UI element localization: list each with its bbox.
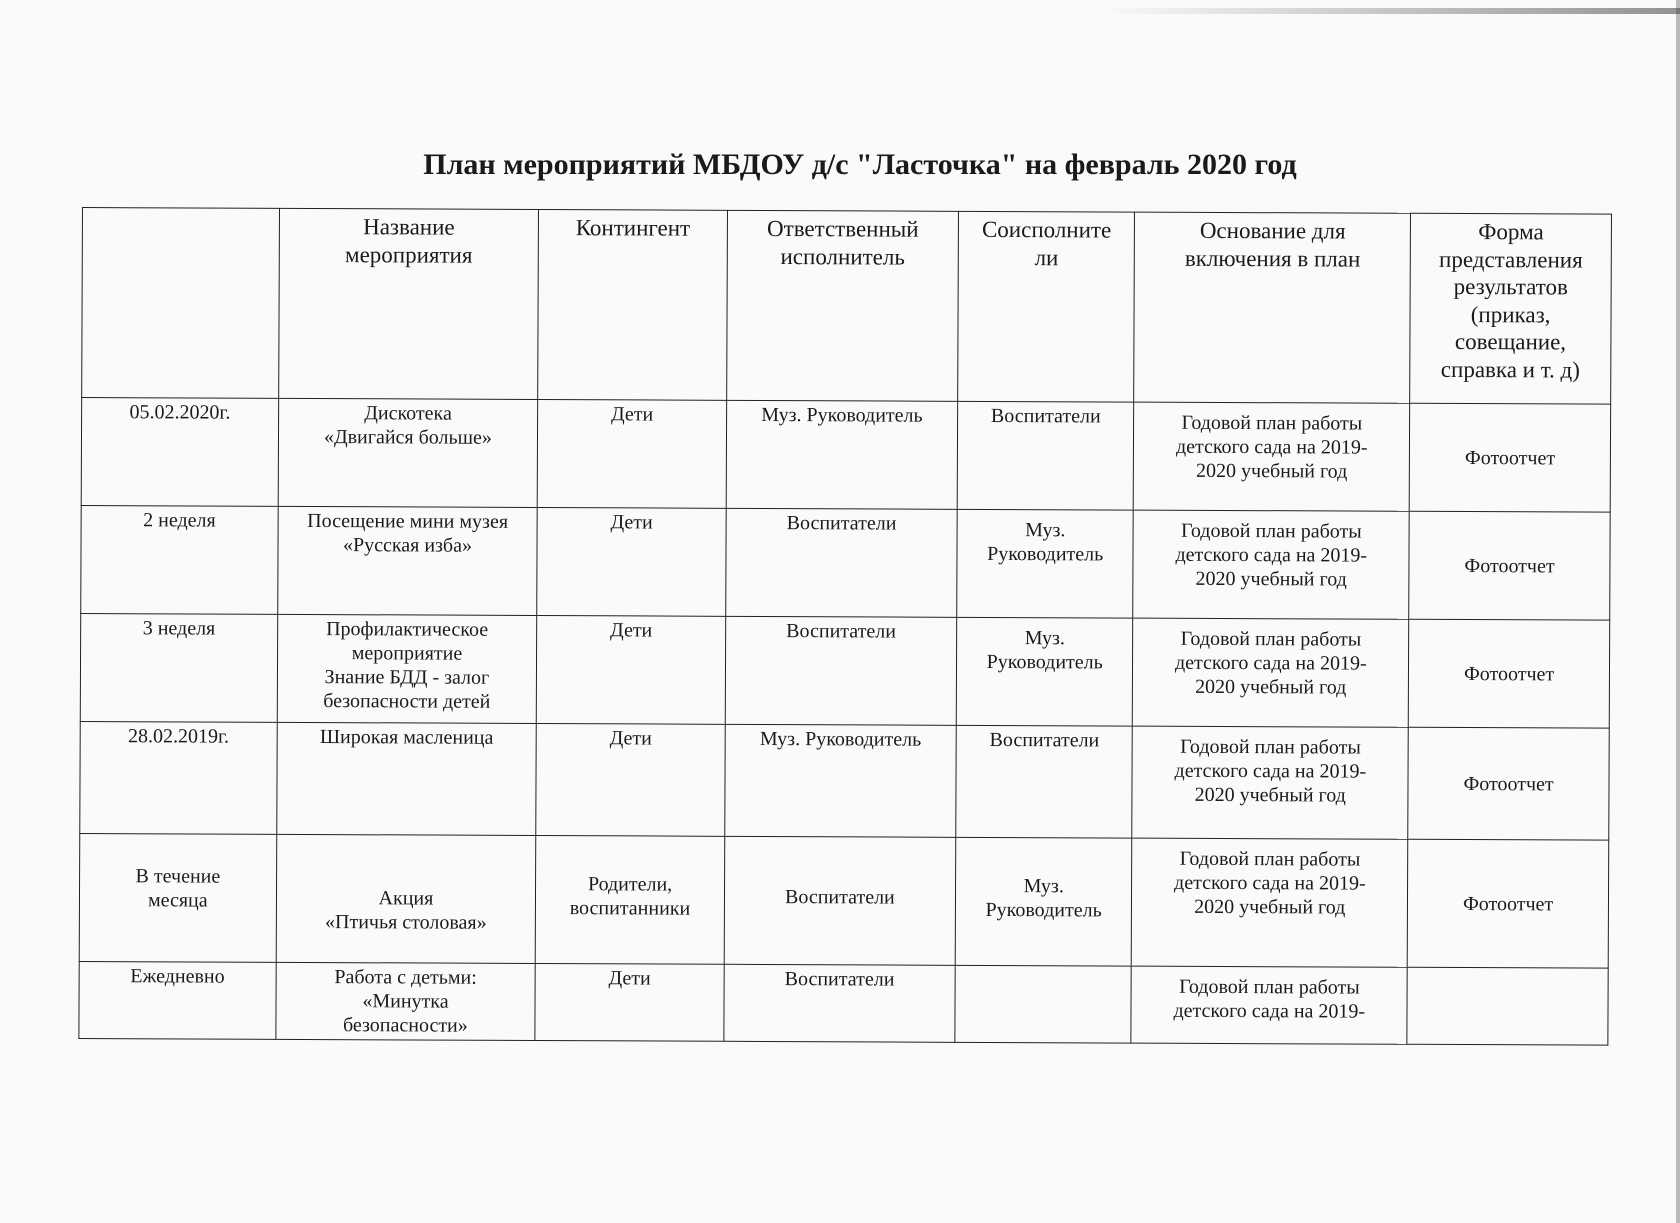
cell-line: Знание БДД - залог	[324, 666, 490, 689]
header-event-name	[278, 208, 538, 399]
table-row	[81, 398, 1610, 513]
cell-line: Фотоотчет	[1463, 772, 1554, 795]
cell-basis	[1133, 618, 1409, 727]
cell-contingent	[535, 835, 724, 964]
cell-responsible	[724, 964, 956, 1042]
cell-line: Годовой план работы	[1181, 519, 1362, 543]
cell-line: Посещение мини музея	[307, 509, 509, 533]
cell-line: Воспитатели	[784, 885, 895, 909]
cell-basis	[1132, 838, 1408, 967]
scan-edge-shadow	[1100, 8, 1680, 14]
cell-date	[80, 721, 277, 834]
cell-line: Широкая масленица	[319, 726, 494, 749]
cell-line	[962, 968, 1125, 969]
cell-line: справка и т. д)	[1440, 356, 1581, 383]
cell-line: совещание,	[1454, 329, 1567, 355]
cell-line: Контингент	[575, 215, 691, 241]
cell-coexecutors	[956, 617, 1133, 726]
cell-line: Годовой план работы	[1179, 847, 1361, 871]
cell-line: Фотоотчет	[1462, 892, 1554, 915]
cell-responsible	[726, 508, 958, 617]
cell-line: Годовой план работы	[1179, 975, 1360, 999]
cell-line: Муз. Руководитель	[759, 727, 922, 751]
cell-contingent	[536, 723, 725, 836]
cell-line: Воспитатели	[990, 404, 1101, 428]
cell-basis	[1134, 402, 1410, 511]
cell-date	[79, 961, 276, 1039]
cell-line: мероприятия	[345, 241, 473, 268]
cell-line: «Двигайся больше»	[323, 426, 492, 449]
cell-line: 2020 учебный год	[1195, 459, 1348, 483]
cell-line: включения в план	[1184, 245, 1361, 272]
cell-line: 2020 учебный год	[1194, 783, 1346, 807]
cell-line: Годовой план работы	[1180, 627, 1362, 651]
cell-line: Муз.	[1024, 627, 1065, 650]
cell-line: Форма	[1478, 219, 1544, 245]
cell-line: детского сада на 2019-	[1174, 759, 1367, 783]
events-plan-table	[78, 207, 1612, 1046]
cell-line: Воспитатели	[989, 728, 1100, 752]
cell-event-name	[277, 614, 537, 723]
cell-line: Муз. Руководитель	[761, 403, 923, 427]
cell-date	[81, 398, 278, 507]
cell-line: детского сада на 2019-	[1175, 435, 1368, 459]
cell-event-name	[278, 398, 538, 507]
cell-responsible	[725, 616, 957, 725]
cell-line: Фотоотчет	[1464, 446, 1556, 469]
cell-result-form	[1409, 403, 1610, 512]
cell-line: месяца	[147, 888, 208, 912]
cell-line: воспитанники	[569, 896, 691, 920]
cell-coexecutors	[957, 509, 1134, 618]
cell-responsible	[724, 836, 956, 965]
cell-coexecutors	[957, 401, 1134, 510]
cell-line: В течение	[135, 864, 221, 888]
cell-contingent	[537, 399, 726, 508]
cell-basis	[1133, 510, 1409, 619]
cell-line: Годовой план работы	[1181, 411, 1363, 435]
cell-line: Фотоотчет	[1464, 554, 1555, 577]
cell-line: «Минутка	[362, 990, 449, 1013]
cell-line: 05.02.2020г.	[129, 401, 231, 424]
header-date	[82, 208, 280, 399]
table-row	[79, 961, 1608, 1045]
cell-basis	[1131, 966, 1407, 1044]
cell-line: Годовой план работы	[1180, 735, 1361, 759]
cell-date	[80, 613, 277, 722]
cell-responsible	[725, 724, 957, 837]
cell-line: безопасности детей	[323, 690, 491, 713]
cell-line: Руководитель	[986, 650, 1103, 674]
header-contingent	[538, 209, 727, 400]
cell-line: Название	[363, 214, 455, 240]
cell-line: 2 неделя	[143, 509, 216, 532]
cell-line: Родители,	[587, 872, 673, 896]
cell-line: Воспитатели	[786, 512, 897, 535]
cell-contingent	[537, 615, 726, 724]
cell-line: Воспитатели	[784, 968, 895, 991]
cell-line: Дети	[608, 967, 651, 990]
document-title: План мероприятий МБДОУ д/с "Ласточка" на февраль 2020 год	[423, 148, 1297, 182]
cell-line: Воспитатели	[786, 620, 897, 643]
cell-event-name	[276, 722, 536, 835]
header-coexecutors	[958, 211, 1135, 402]
cell-event-name	[277, 506, 537, 615]
cell-line: результатов	[1453, 274, 1568, 300]
cell-line: мероприятие	[351, 642, 463, 665]
cell-line: детского сада на 2019-	[1174, 871, 1366, 895]
header-responsible	[726, 210, 958, 401]
cell-line: 2020 учебный год	[1194, 895, 1346, 919]
cell-line: «Птичья столовая»	[325, 910, 487, 934]
cell-line: 2020 учебный год	[1195, 567, 1347, 591]
cell-line: 3 неделя	[142, 617, 216, 640]
cell-line: ли	[1034, 244, 1059, 270]
table-row	[79, 833, 1609, 968]
cell-result-form	[1408, 619, 1609, 728]
cell-coexecutors	[955, 837, 1132, 966]
cell-result-form	[1408, 727, 1609, 840]
cell-line: детского сада на 2019-	[1173, 999, 1366, 1023]
cell-line: 2020 учебный год	[1195, 675, 1347, 699]
cell-line: представления	[1439, 246, 1583, 273]
cell-contingent	[535, 963, 724, 1041]
header-result-form	[1410, 213, 1612, 404]
cell-line: Муз.	[1023, 874, 1064, 897]
header-basis	[1134, 212, 1411, 403]
cell-coexecutors	[956, 725, 1133, 838]
cell-line: исполнитель	[780, 243, 905, 270]
cell-line: Дети	[609, 727, 652, 750]
cell-line: Руководитель	[985, 898, 1102, 921]
cell-result-form	[1407, 839, 1608, 968]
cell-date	[81, 505, 278, 614]
cell-line: Дискотека	[364, 402, 452, 425]
cell-line: Руководитель	[987, 542, 1104, 566]
cell-line	[1414, 1006, 1602, 1007]
table-row	[80, 721, 1609, 840]
cell-line: Профилактическое	[326, 618, 489, 641]
cell-line: Дети	[610, 619, 653, 642]
cell-line: «Русская изба»	[342, 534, 473, 557]
cell-line: детского сада на 2019-	[1175, 543, 1368, 567]
table-row	[81, 505, 1610, 620]
cell-line: детского сада на 2019-	[1174, 651, 1367, 675]
cell-line: Ответственный	[767, 215, 919, 242]
scan-edge-shadow-right	[1676, 0, 1680, 1223]
cell-responsible	[726, 400, 958, 509]
cell-line: Работа с детьми:	[334, 966, 477, 989]
cell-line: Дети	[610, 511, 653, 534]
cell-line: Соисполните	[981, 216, 1112, 243]
header-row	[82, 208, 1612, 405]
cell-line: (приказ,	[1470, 301, 1551, 328]
table-row	[80, 613, 1609, 728]
cell-contingent	[537, 507, 726, 616]
cell-result-form	[1407, 967, 1608, 1045]
cell-line: Муз.	[1025, 519, 1066, 542]
cell-line: Фотоотчет	[1463, 662, 1555, 685]
cell-basis	[1132, 726, 1408, 839]
cell-line: Ежедневно	[130, 965, 225, 988]
cell-line: Дети	[610, 403, 654, 426]
cell-event-name	[276, 834, 536, 963]
cell-line: безопасности»	[342, 1014, 468, 1037]
cell-line: 28.02.2019г.	[128, 725, 230, 748]
cell-line: Акция	[378, 886, 434, 910]
cell-result-form	[1409, 511, 1610, 620]
cell-line	[89, 212, 273, 213]
cell-date	[79, 833, 276, 962]
cell-coexecutors	[955, 965, 1132, 1043]
cell-line: Основание для	[1199, 217, 1346, 244]
cell-event-name	[276, 962, 536, 1040]
